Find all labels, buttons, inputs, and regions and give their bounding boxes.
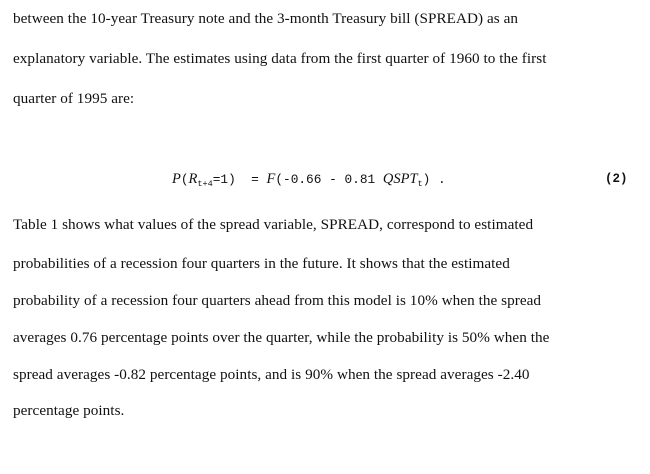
equation-prob-symbol: P [172, 171, 181, 187]
paragraph2-line-4: averages 0.76 percentage points over the quarter, while the probability is 50% when the [13, 329, 550, 346]
paragraph2-line-3: probability of a recession four quarters ahead from this model is 10% when the spread [13, 292, 542, 309]
equation-equals-one: =1) = [212, 172, 267, 187]
equation-lparen: ( [180, 172, 189, 187]
equation-qspt-subscript: t [417, 179, 423, 189]
equation-r-subscript: t+4 [197, 179, 213, 189]
equation-2 [172, 171, 446, 189]
equation-function-symbol: F [266, 171, 276, 187]
paragraph2-line-2: probabilities of a recession four quarters in the future. It shows that the estimated [13, 255, 510, 272]
paragraph1-line-1: between the 10-year Treasury note and the 3-month Treasury bill (SPREAD) as an [13, 10, 519, 27]
equation-qspt-variable: QSPT [382, 171, 418, 187]
equation-body: (-0.66 - 0.81 [275, 172, 383, 187]
paragraph1-line-2: explanatory variable. The estimates using data from the first quarter of 1960 to the first [13, 50, 547, 67]
paragraph1-line-3: quarter of 1995 are: [13, 90, 135, 107]
paragraph2-line-6: percentage points. [13, 402, 125, 419]
paragraph2-line-5: spread averages -0.82 percentage points, and is 90% when the spread averages -2.40 [13, 366, 530, 383]
equation-r-variable: R [188, 171, 198, 187]
equation-tail: ) . [422, 172, 446, 187]
equation-number: (2) [605, 172, 628, 186]
paragraph2-line-1: Table 1 shows what values of the spread variable, SPREAD, correspond to estimated [13, 216, 534, 233]
